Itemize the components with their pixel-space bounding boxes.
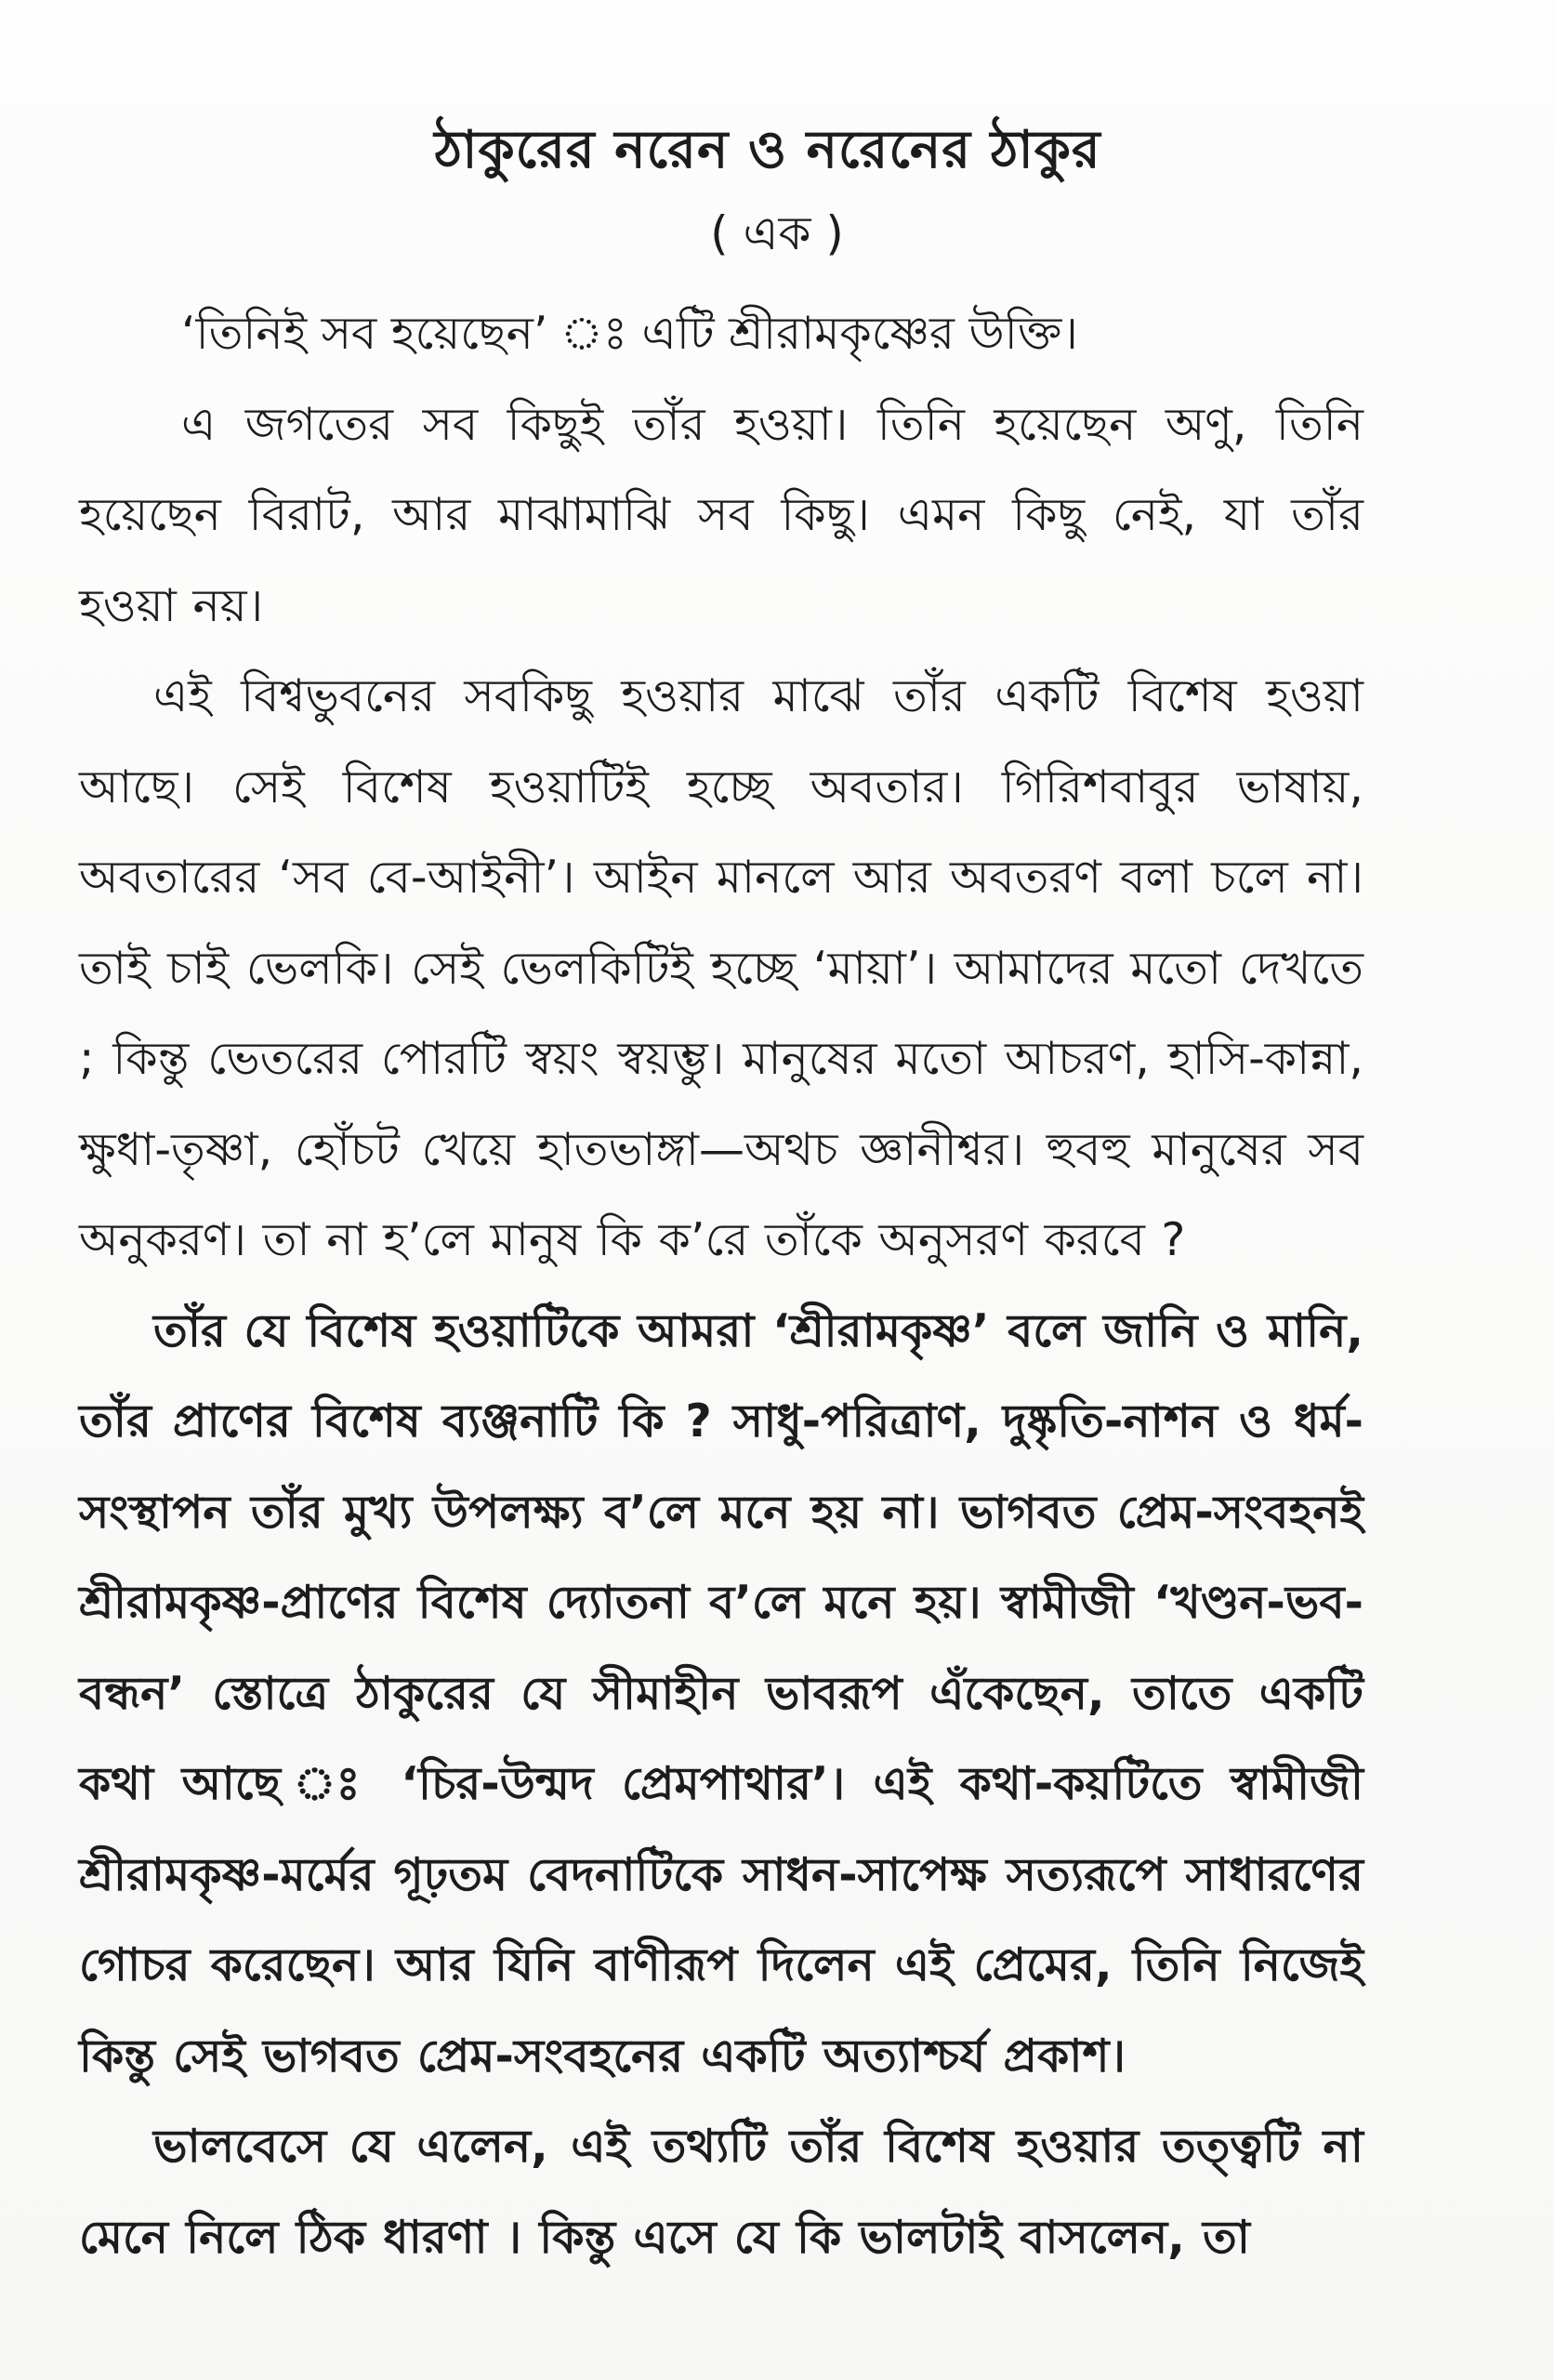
chapter-subtitle: ( এক ) xyxy=(710,206,844,260)
paragraph-2: এই বিশ্বভুবনের সবকিছু হওয়ার মাঝে তাঁর একটি বিশেষ হওয়া আছে। সেই বিশেষ হওয়াটিই হচ্ছে অবতার। গিরিশবাবুর ভাষায়, অবতারের ‘সব বে-আইনী’। আইন মানলে আর অবতরণ বলা চলে না। তাই চাই ভেলকি। সেই ভেলকিটিই হচ্ছে ‘মায়া’। আমাদের মতো দেখতে ; কিন্তু ভেতরের পোরটি স্বয়ং স্বয়ম্ভু। মানুষের মতো আচরণ, হাসি-কান্না, ক্ষুধা-তৃষ্ণা, হোঁচট খেয়ে হাতভাঙ্গা—অথচ জ্ঞানীশ্বর। হুবহু মানুষের সব অনুকরণ। তা না হ’লে মানুষ কি ক’রে তাঁকে অনুসরণ করবে ? xyxy=(79,669,1363,1266)
opening-quote-line: ‘তিনিই সব হয়েছেন’ ঃ এটি শ্রীরামকৃষ্ণের উক্তি। xyxy=(181,307,1078,360)
paragraph-1: এ জগতের সব কিছুই তাঁর হওয়া। তিনি হয়েছেন অণু, তিনি হয়েছেন বিরাট, আর মাঝামাঝি সব কিছু। এমন কিছু নেই, যা তাঁর হওয়া নয়। xyxy=(79,397,1363,632)
chapter-title: ঠাকুরের নরেন ও নরেনের ঠাকুর xyxy=(434,120,1101,180)
paragraph-3: তাঁর যে বিশেষ হওয়াটিকে আমরা ‘শ্রীরামকৃষ্ণ’ বলে জানি ও মানি, তাঁর প্রাণের বিশেষ ব্যঞ্জনাটি কি ? সাধু-পরিত্রাণ, দুষ্কৃতি-নাশন ও ধর্ম-সংস্থাপন তাঁর মুখ্য উপলক্ষ্য ব’লে মনে হয় না। ভাগবত প্রেম-সংবহনই শ্রীরামকৃষ্ণ-প্রাণের বিশেষ দ্যোতনা ব’লে মনে হয়। স্বামীজী ‘খণ্ডন-ভব-বন্ধন’ স্তোত্রে ঠাকুরের যে সীমাহীন ভাবরূপ এঁকেছেন, তাতে একটি কথা আছে ঃ ‘চির-উন্মদ প্রেমপাথার’। এই কথা-কয়টিতে স্বামীজী শ্রীরামকৃষ্ণ-মর্মের গূঢ়তম বেদনাটিকে সাধন-সাপেক্ষ সত্যরূপে সাধারণের গোচর করেছেন। আর যিনি বাণীরূপ দিলেন এই প্রেমের, তিনি নিজেই কিন্তু সেই ভাগবত প্রেম-সংবহনের একটি অত্যাশ্চর্য প্রকাশ। xyxy=(79,1303,1363,2082)
paragraph-4: ভালবেসে যে এলেন, এই তথ্যটি তাঁর বিশেষ হওয়ার তত্ত্বটি না মেনে নিলে ঠিক ধারণা । কিন্তু এসে যে কি ভালটাই বাসলেন, তা xyxy=(79,2120,1363,2264)
